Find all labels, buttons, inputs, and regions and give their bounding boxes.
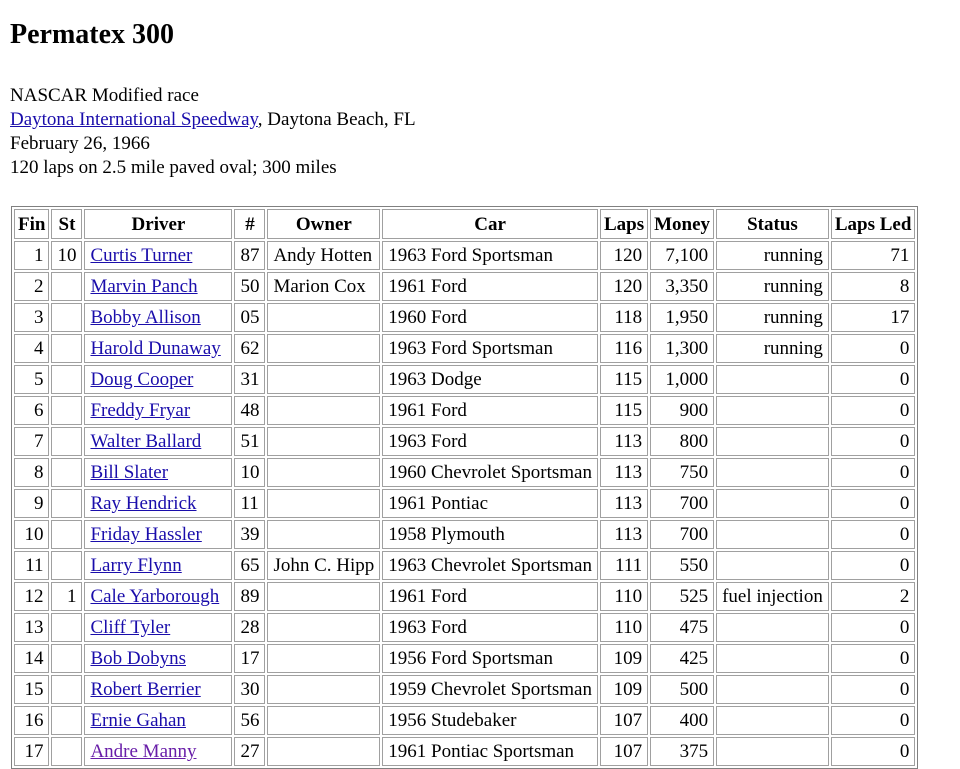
- cell-laps-led: 0: [831, 644, 916, 673]
- cell-start: [51, 706, 82, 735]
- cell-laps-led: 0: [831, 427, 916, 456]
- cell-laps-led: 17: [831, 303, 916, 332]
- cell-fin: 10: [14, 520, 49, 549]
- cell-car: 1961 Ford: [382, 582, 598, 611]
- driver-link[interactable]: Larry Flynn: [90, 555, 182, 576]
- cell-number: 48: [234, 396, 265, 425]
- header-row: [14, 209, 915, 239]
- cell-status: running: [716, 272, 829, 301]
- cell-car: 1963 Ford Sportsman: [382, 334, 598, 363]
- cell-number: 50: [234, 272, 265, 301]
- cell-driver: [84, 272, 232, 301]
- cell-status: [716, 520, 829, 549]
- cell-money: 1,950: [650, 303, 714, 332]
- driver-link[interactable]: Harold Dunaway: [90, 338, 221, 359]
- cell-owner: [267, 582, 380, 611]
- cell-laps: 113: [600, 520, 648, 549]
- cell-number: 39: [234, 520, 265, 549]
- cell-car: 1961 Ford: [382, 272, 598, 301]
- cell-money: 550: [650, 551, 714, 580]
- cell-driver: [84, 241, 232, 270]
- cell-fin: 13: [14, 613, 49, 642]
- cell-car: 1960 Chevrolet Sportsman: [382, 458, 598, 487]
- cell-start: [51, 458, 82, 487]
- cell-laps: 110: [600, 613, 648, 642]
- cell-start: [51, 489, 82, 518]
- cell-owner: [267, 520, 380, 549]
- cell-driver: [84, 582, 232, 611]
- table-row: [14, 334, 915, 363]
- cell-fin: 4: [14, 334, 49, 363]
- cell-car: 1961 Pontiac: [382, 489, 598, 518]
- cell-status: [716, 458, 829, 487]
- table-row: [14, 396, 915, 425]
- cell-laps: 110: [600, 582, 648, 611]
- cell-status: [716, 644, 829, 673]
- cell-money: 500: [650, 675, 714, 704]
- cell-start: 1: [51, 582, 82, 611]
- cell-owner: [267, 396, 380, 425]
- cell-money: 3,350: [650, 272, 714, 301]
- cell-driver: [84, 675, 232, 704]
- cell-status: running: [716, 303, 829, 332]
- cell-status: [716, 551, 829, 580]
- cell-driver: [84, 520, 232, 549]
- cell-laps-led: 0: [831, 458, 916, 487]
- cell-fin: 8: [14, 458, 49, 487]
- cell-fin: 3: [14, 303, 49, 332]
- cell-start: [51, 365, 82, 394]
- cell-laps: 107: [600, 706, 648, 735]
- cell-money: 700: [650, 489, 714, 518]
- table-row: [14, 582, 915, 611]
- cell-driver: [84, 737, 232, 766]
- table-row: [14, 489, 915, 518]
- cell-car: 1958 Plymouth: [382, 520, 598, 549]
- cell-start: [51, 675, 82, 704]
- cell-start: [51, 551, 82, 580]
- cell-number: 65: [234, 551, 265, 580]
- race-type: NASCAR Modified race: [10, 85, 199, 106]
- cell-owner: [267, 427, 380, 456]
- cell-car: 1963 Ford: [382, 427, 598, 456]
- cell-fin: 9: [14, 489, 49, 518]
- cell-number: 87: [234, 241, 265, 270]
- cell-owner: John C. Hipp: [267, 551, 380, 580]
- cell-car: 1960 Ford: [382, 303, 598, 332]
- cell-driver: [84, 706, 232, 735]
- cell-number: 62: [234, 334, 265, 363]
- cell-money: 1,000: [650, 365, 714, 394]
- cell-number: 27: [234, 737, 265, 766]
- cell-laps: 109: [600, 644, 648, 673]
- cell-start: [51, 334, 82, 363]
- cell-laps-led: 0: [831, 737, 916, 766]
- cell-laps: 120: [600, 241, 648, 270]
- cell-driver: [84, 334, 232, 363]
- cell-car: 1963 Chevrolet Sportsman: [382, 551, 598, 580]
- cell-status: running: [716, 241, 829, 270]
- cell-fin: 14: [14, 644, 49, 673]
- cell-laps: 115: [600, 365, 648, 394]
- driver-link[interactable]: Freddy Fryar: [90, 400, 191, 421]
- col-money: Money: [650, 209, 714, 239]
- venue-line: [10, 108, 950, 132]
- cell-start: [51, 520, 82, 549]
- cell-laps-led: 0: [831, 396, 916, 425]
- table-row: [14, 458, 915, 487]
- cell-number: 10: [234, 458, 265, 487]
- results-table: [11, 206, 918, 769]
- race-distance: 120 laps on 2.5 mile paved oval; 300 miles: [10, 157, 337, 178]
- cell-start: [51, 272, 82, 301]
- table-row: [14, 644, 915, 673]
- col-number: #: [234, 209, 265, 239]
- col-car: Car: [382, 209, 598, 239]
- driver-link[interactable]: Andre Manny: [90, 741, 197, 762]
- cell-driver: [84, 644, 232, 673]
- cell-start: [51, 396, 82, 425]
- cell-fin: 6: [14, 396, 49, 425]
- cell-fin: 15: [14, 675, 49, 704]
- cell-laps: 113: [600, 458, 648, 487]
- cell-owner: [267, 334, 380, 363]
- table-row: [14, 551, 915, 580]
- cell-status: [716, 706, 829, 735]
- cell-laps-led: 0: [831, 365, 916, 394]
- results-body: [14, 241, 915, 766]
- cell-money: 400: [650, 706, 714, 735]
- cell-owner: [267, 737, 380, 766]
- cell-owner: [267, 365, 380, 394]
- venue-location: , Daytona Beach, FL: [257, 109, 416, 130]
- driver-link[interactable]: Ray Hendrick: [90, 493, 197, 514]
- cell-status: [716, 365, 829, 394]
- table-row: [14, 241, 915, 270]
- table-row: [14, 303, 915, 332]
- venue-link[interactable]: Daytona International Speedway: [10, 109, 258, 130]
- cell-laps-led: 2: [831, 582, 916, 611]
- cell-status: [716, 675, 829, 704]
- cell-laps-led: 0: [831, 706, 916, 735]
- cell-start: [51, 303, 82, 332]
- cell-status: [716, 489, 829, 518]
- cell-laps-led: 0: [831, 489, 916, 518]
- driver-link[interactable]: Marvin Panch: [90, 276, 198, 297]
- driver-link[interactable]: Doug Cooper: [90, 369, 194, 390]
- cell-money: 525: [650, 582, 714, 611]
- cell-status: running: [716, 334, 829, 363]
- driver-link[interactable]: Bob Dobyns: [90, 648, 186, 669]
- table-row: [14, 427, 915, 456]
- driver-link[interactable]: Cliff Tyler: [90, 617, 171, 638]
- cell-laps: 116: [600, 334, 648, 363]
- table-row: [14, 737, 915, 766]
- cell-fin: 16: [14, 706, 49, 735]
- cell-car: 1961 Pontiac Sportsman: [382, 737, 598, 766]
- cell-owner: [267, 675, 380, 704]
- cell-money: 425: [650, 644, 714, 673]
- cell-laps-led: 8: [831, 272, 916, 301]
- cell-start: [51, 613, 82, 642]
- cell-status: [716, 613, 829, 642]
- cell-laps: 107: [600, 737, 648, 766]
- cell-money: 750: [650, 458, 714, 487]
- cell-car: 1959 Chevrolet Sportsman: [382, 675, 598, 704]
- cell-laps: 111: [600, 551, 648, 580]
- cell-owner: [267, 644, 380, 673]
- cell-car: 1963 Ford: [382, 613, 598, 642]
- cell-car: 1963 Ford Sportsman: [382, 241, 598, 270]
- cell-fin: 7: [14, 427, 49, 456]
- cell-laps-led: 71: [831, 241, 916, 270]
- cell-driver: [84, 613, 232, 642]
- driver-link[interactable]: Bill Slater: [90, 462, 169, 483]
- cell-money: 900: [650, 396, 714, 425]
- col-laps-led: Laps Led: [831, 209, 916, 239]
- cell-laps: 118: [600, 303, 648, 332]
- cell-driver: [84, 551, 232, 580]
- cell-number: 30: [234, 675, 265, 704]
- cell-money: 375: [650, 737, 714, 766]
- cell-number: 11: [234, 489, 265, 518]
- cell-number: 31: [234, 365, 265, 394]
- cell-laps-led: 0: [831, 551, 916, 580]
- page-title: Permatex 300: [10, 19, 175, 50]
- cell-laps-led: 0: [831, 675, 916, 704]
- cell-owner: Andy Hotten: [267, 241, 380, 270]
- col-driver: Driver: [84, 209, 232, 239]
- table-row: [14, 675, 915, 704]
- cell-laps-led: 0: [831, 613, 916, 642]
- cell-fin: 5: [14, 365, 49, 394]
- table-row: [14, 365, 915, 394]
- cell-driver: [84, 458, 232, 487]
- table-row: [14, 706, 915, 735]
- col-st: St: [51, 209, 82, 239]
- cell-owner: [267, 489, 380, 518]
- driver-link[interactable]: Bobby Allison: [90, 307, 201, 328]
- col-laps: Laps: [600, 209, 648, 239]
- driver-link[interactable]: Friday Hassler: [90, 524, 202, 545]
- cell-laps-led: 0: [831, 520, 916, 549]
- cell-status: [716, 396, 829, 425]
- table-row: [14, 613, 915, 642]
- cell-owner: [267, 303, 380, 332]
- cell-car: 1956 Studebaker: [382, 706, 598, 735]
- cell-laps: 109: [600, 675, 648, 704]
- cell-laps: 120: [600, 272, 648, 301]
- cell-number: 17: [234, 644, 265, 673]
- driver-link[interactable]: Robert Berrier: [90, 679, 201, 700]
- cell-driver: [84, 427, 232, 456]
- cell-driver: [84, 396, 232, 425]
- cell-status: [716, 737, 829, 766]
- cell-start: 10: [51, 241, 82, 270]
- driver-link[interactable]: Walter Ballard: [90, 431, 202, 452]
- driver-link[interactable]: Cale Yarborough: [90, 586, 220, 607]
- race-date: February 26, 1966: [10, 133, 150, 154]
- cell-number: 56: [234, 706, 265, 735]
- cell-number: 51: [234, 427, 265, 456]
- cell-money: 800: [650, 427, 714, 456]
- cell-laps-led: 0: [831, 334, 916, 363]
- cell-laps: 113: [600, 427, 648, 456]
- cell-money: 700: [650, 520, 714, 549]
- cell-car: 1961 Ford: [382, 396, 598, 425]
- col-status: Status: [716, 209, 829, 239]
- cell-start: [51, 737, 82, 766]
- cell-owner: [267, 458, 380, 487]
- cell-start: [51, 427, 82, 456]
- driver-link[interactable]: Curtis Turner: [90, 245, 193, 266]
- cell-car: 1963 Dodge: [382, 365, 598, 394]
- col-fin: Fin: [14, 209, 49, 239]
- cell-fin: 12: [14, 582, 49, 611]
- cell-money: 1,300: [650, 334, 714, 363]
- cell-car: 1956 Ford Sportsman: [382, 644, 598, 673]
- cell-driver: [84, 489, 232, 518]
- cell-driver: [84, 303, 232, 332]
- cell-money: 475: [650, 613, 714, 642]
- cell-fin: 1: [14, 241, 49, 270]
- cell-number: 28: [234, 613, 265, 642]
- race-info: [10, 84, 950, 180]
- col-owner: Owner: [267, 209, 380, 239]
- cell-laps: 115: [600, 396, 648, 425]
- cell-money: 7,100: [650, 241, 714, 270]
- cell-number: 05: [234, 303, 265, 332]
- cell-fin: 17: [14, 737, 49, 766]
- cell-fin: 11: [14, 551, 49, 580]
- cell-status: [716, 427, 829, 456]
- cell-owner: [267, 706, 380, 735]
- cell-owner: Marion Cox: [267, 272, 380, 301]
- cell-driver: [84, 365, 232, 394]
- cell-laps: 113: [600, 489, 648, 518]
- cell-number: 89: [234, 582, 265, 611]
- table-row: [14, 520, 915, 549]
- cell-status: fuel injection: [716, 582, 829, 611]
- cell-start: [51, 644, 82, 673]
- cell-fin: 2: [14, 272, 49, 301]
- driver-link[interactable]: Ernie Gahan: [90, 710, 186, 731]
- table-row: [14, 272, 915, 301]
- cell-owner: [267, 613, 380, 642]
